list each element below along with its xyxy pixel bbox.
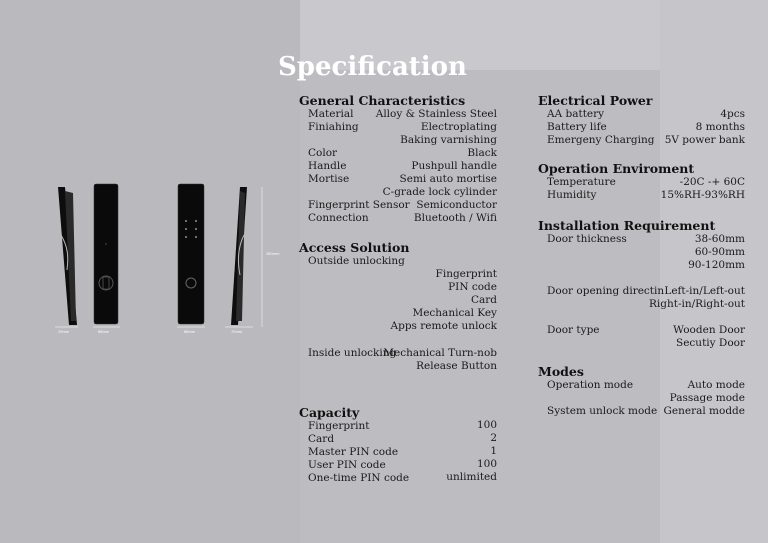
door-direction-label: Door opening directin	[547, 285, 665, 297]
connection-label: Connection	[308, 212, 369, 224]
inside-unlocking-value: Release Button	[416, 360, 497, 372]
page-title: Specification	[278, 52, 467, 82]
finishing-label: Finiahing	[308, 121, 359, 133]
door-type-label: Door type	[547, 324, 600, 336]
dimension-label: 29mm	[58, 330, 70, 334]
humidity-label: Humidity	[547, 189, 597, 201]
emergency-charging-value: 5V power bank	[664, 134, 745, 146]
capacity-value: 100	[476, 458, 497, 470]
section-title-access: Access Solution	[299, 240, 410, 255]
system-unlock-mode-label: System unlock mode	[547, 405, 658, 417]
handle-value: Pushpull handle	[411, 160, 497, 172]
section-title-environment: Operation Enviroment	[538, 161, 695, 176]
connection-value: Bluetooth / Wifi	[413, 212, 497, 224]
section-title-power: Electrical Power	[538, 93, 653, 108]
door-direction-value: Left-in/Left-out	[664, 285, 745, 297]
fingerprint-sensor-label: Fingerprint Sensor	[308, 199, 410, 211]
capacity-label: Master PIN code	[308, 446, 399, 458]
section-title-general: General Characteristics	[299, 93, 466, 108]
door-type-value: Wooden Door	[673, 324, 745, 336]
outside-unlocking-value: Apps remote unlock	[390, 320, 497, 332]
door-thickness-value: 60-90mm	[694, 246, 745, 258]
operation-mode-value: Passage mode	[669, 392, 745, 404]
outside-unlocking-value: Card	[470, 294, 497, 306]
finishing-value: Baking varnishing	[400, 134, 497, 146]
battery-life-value: 8 months	[695, 121, 745, 133]
capacity-label: Card	[308, 433, 335, 445]
battery-value: 4pcs	[720, 108, 745, 120]
temperature-label: Temperature	[547, 176, 616, 188]
outside-unlocking-value: Mechanical Key	[412, 307, 497, 319]
handle-label: Handle	[308, 160, 347, 172]
capacity-value: 100	[476, 419, 497, 431]
battery-label: AA battery	[547, 108, 605, 120]
color-value: Black	[467, 147, 497, 159]
battery-life-label: Battery life	[547, 121, 607, 133]
system-unlock-mode-value: General modde	[663, 405, 745, 417]
outside-unlocking-value: PIN code	[448, 281, 497, 293]
material-value: Alloy & Stainless Steel	[375, 108, 497, 120]
section-title-modes: Modes	[538, 364, 584, 379]
outside-unlocking-label: Outside unlocking	[308, 255, 405, 267]
fingerprint-sensor-value: Semiconductor	[416, 199, 497, 211]
mortise-value: C-grade lock cylinder	[382, 186, 497, 198]
emergency-charging-label: Emergeny Charging	[547, 134, 655, 146]
dimension-label: 68mm	[98, 330, 110, 334]
capacity-value: 2	[490, 432, 497, 444]
dimension-label: 70mm	[231, 330, 243, 334]
finishing-value: Electroplating	[420, 121, 497, 133]
capacity-label: User PIN code	[308, 459, 386, 471]
temperature-value: -20C -+ 60C	[679, 176, 745, 188]
door-type-value: Secutiy Door	[676, 337, 745, 349]
inside-unlocking-label: Inside unlocking	[308, 347, 397, 359]
door-thickness-value: 90-120mm	[688, 259, 745, 271]
capacity-value: 1	[490, 445, 497, 457]
door-thickness-value: 38-60mm	[694, 233, 745, 245]
humidity-value: 15%RH-93%RH	[660, 189, 745, 201]
outside-unlocking-value: Fingerprint	[435, 268, 497, 280]
material-label: Material	[308, 108, 354, 120]
capacity-label: One-time PIN code	[308, 472, 410, 484]
capacity-value: unlimited	[446, 471, 497, 483]
mortise-label: Mortise	[308, 173, 350, 185]
dimension-label: 68mm	[184, 330, 196, 334]
color-label: Color	[308, 147, 338, 159]
door-thickness-label: Door thickness	[547, 233, 627, 245]
section-title-capacity: Capacity	[299, 405, 360, 420]
capacity-label: Fingerprint	[308, 420, 370, 432]
dimension-label: 380mm	[266, 252, 280, 256]
door-direction-value: Right-in/Right-out	[649, 298, 745, 310]
inside-unlocking-value: Mechanical Turn-nob	[383, 347, 497, 359]
section-title-installation: Installation Requirement	[538, 218, 716, 233]
mortise-value: Semi auto mortise	[399, 173, 497, 185]
operation-mode-value: Auto mode	[687, 379, 745, 391]
dimension-lines	[50, 185, 265, 335]
operation-mode-label: Operation mode	[547, 379, 634, 391]
